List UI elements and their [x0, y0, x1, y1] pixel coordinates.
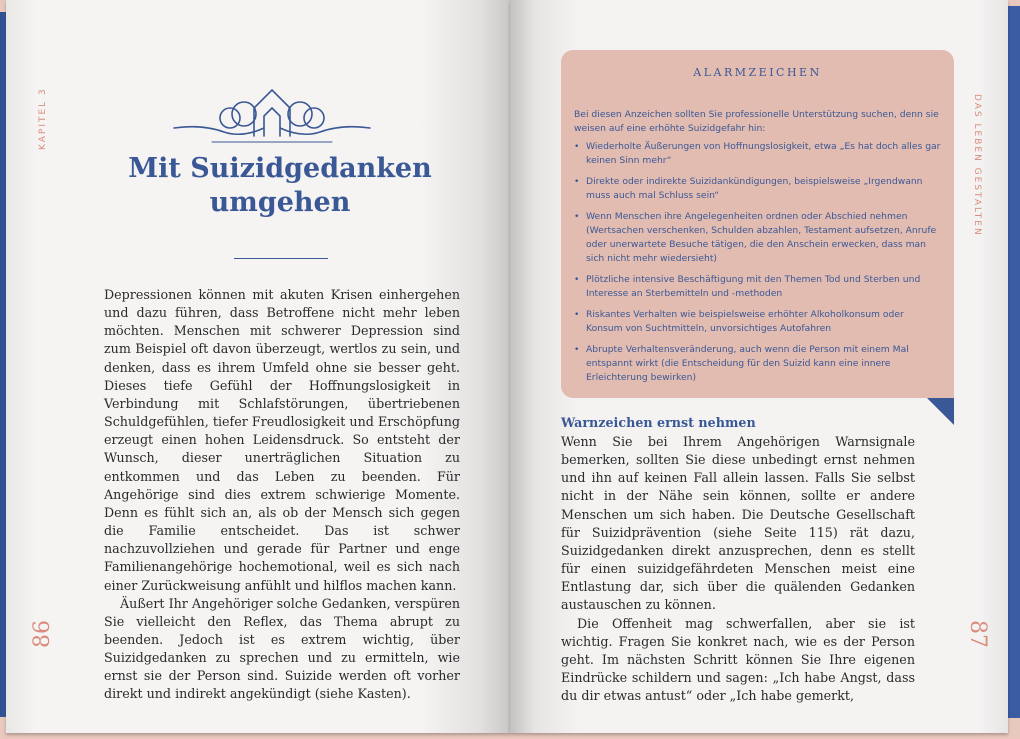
paragraph: Äußert Ihr Angehöriger solche Gedanken, verspüren Sie vielleicht den Reflex, das Thema abrupt zu beenden. Jedoch ist es extrem wichtig, über Suizidgedanken zu sprechen und zu ermitteln, wie ernst sie der Person sind. Suizide werden oft vorher direkt und indirekt angekündigt (siehe Kasten). [104, 595, 460, 702]
alarm-list [574, 140, 942, 392]
page-number-left: 86 [30, 620, 55, 648]
paragraph: Die Offenheit mag schwerfallen, aber sie ist wichtig. Fragen Sie konkret nach, wie es der Person geht. Im nächsten Schritt können Sie Ihre eigenen Eindrücke schildern und sagen: „Ich habe Angst, dass du dir etwas antust“ oder „Ich habe gemerkt, [561, 615, 915, 704]
list-item: • Wenn Menschen ihre Angelegenheiten ordnen oder Abschied nehmen (Wertsachen verschenken, Schulden abzahlen, Testament aufsetzen, Anrufe oder unerwartete Besuche tätigen, die den Anschein erwecken, dass man sich nicht mehr wiedersieht) [574, 210, 942, 266]
paragraph: Depressionen können mit akuten Krisen einhergehen und dazu führen, dass Betroffene nicht mehr leben möchten. Menschen mit schwerer Depression sind zum Beispiel oft davon überzeugt, wertlos zu sein, und denken, dass es ihrem Umfeld ohne sie besser geht. Dieses tiefe Gefühl der Hoffnungslosigkeit in Verbindung mit Schlafstörungen, übertriebenen Schuldgefühlen, tiefer Freudlosigkeit und Erschöpfung erzeugt einen hohen Leidensdruck. So entsteht der Wunsch, dieser unerträglichen Situation zu entkommen und das Leben zu beenden. Für Angehörige sind dies extrem schwierige Momente. Denn es fühlt sich an, als ob der Mensch sich gegen die Familie entscheidet. Das ist schwer nachzuvollziehen und gerade für Partner und enge Familienangehörige hochemotional, weil es sich nach einer Zurückweisung anfühlt und hilflos machen kann. [104, 287, 460, 593]
section-subheading: Warnzeichen ernst nehmen [561, 415, 756, 430]
book-cover-right-edge [1006, 6, 1020, 718]
list-item: • Wiederholte Äußerungen von Hoffnungslosigkeit, etwa „Es hat doch alles gar keinen Sinn mehr“ [574, 140, 942, 168]
alarm-heading: ALARMZEICHEN [693, 66, 822, 79]
house-ornament-icon [172, 84, 372, 146]
list-item: • Riskantes Verhalten wie beispielsweise erhöhter Alkoholkonsum oder Konsum von Suchtmitteln, unvorsichtiges Autofahren [574, 308, 942, 336]
page-number-right: 87 [965, 620, 990, 648]
right-body-text [561, 433, 915, 705]
running-head-right: DAS LEBEN GESTALTEN [972, 94, 982, 237]
running-head-left: KAPITEL 3 [38, 87, 48, 150]
list-item: • Direkte oder indirekte Suizidankündigungen, beispielsweise „Irgendwann muss auch mal Schluss sein“ [574, 175, 942, 203]
list-item: • Plötzliche intensive Beschäftigung mit den Themen Tod und Sterben und Interesse an Sterbemitteln und -methoden [574, 273, 942, 301]
alarm-box-corner [927, 398, 954, 425]
list-item: • Abrupte Verhaltensveränderung, auch wenn die Person mit einem Mal entspannt wirkt (die Entscheidung für den Suizid kann eine innere Erleichterung bewirken) [574, 343, 942, 385]
alarm-intro: Bei diesen Anzeichen sollten Sie professionelle Unterstützung suchen, denn sie weisen auf eine erhöhte Suizidgefahr hin: [574, 109, 939, 134]
title-divider [234, 258, 328, 259]
alarm-box [561, 50, 954, 398]
left-body-text [104, 286, 460, 704]
paragraph: Wenn Sie bei Ihrem Angehörigen Warnsignale bemerken, sollten Sie diese unbedingt ernst nehmen und ihn auf keinen Fall allein lassen. Falls Sie selbst nicht in der Nähe sein können, sollte er andere Menschen um sich haben. Die Deutsche Gesellschaft für Suizidprävention (siehe Seite 115) rät dazu, Suizidgedanken direkt anzusprechen, denn es stellt für einen suizidgefährdeten Menschen meist eine Entlastung dar, sich über die quälenden Gedanken austauschen zu können. [561, 434, 915, 613]
chapter-title: Mit Suizidgedanken umgehen [128, 153, 432, 218]
